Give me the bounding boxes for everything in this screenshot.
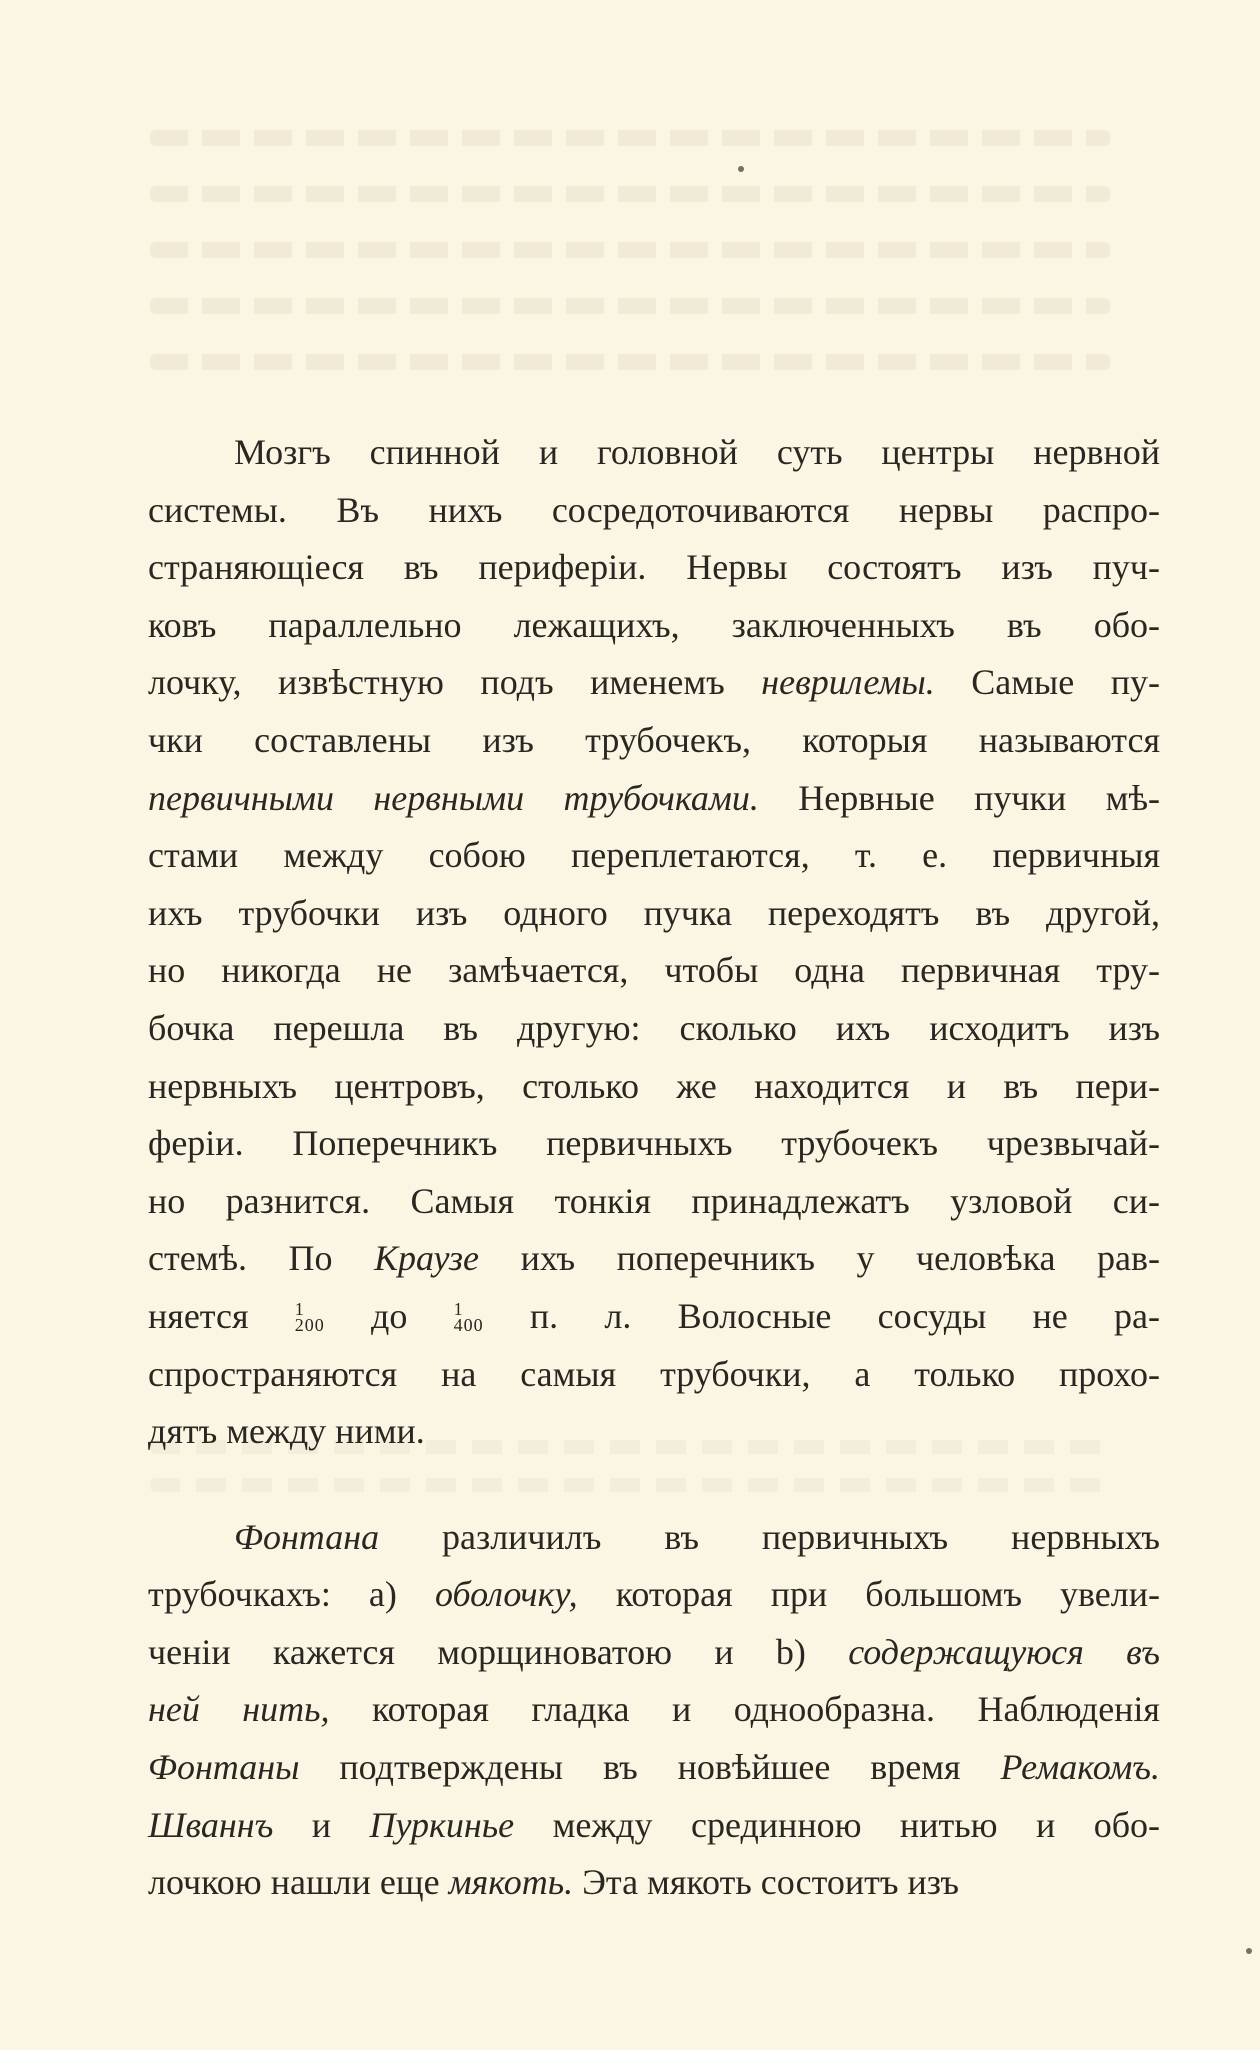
text-run: феріи. Поперечникъ первичныхъ трубочекъ чрезвычай- — [148, 1123, 1160, 1164]
bleed-line — [150, 242, 1110, 258]
text-line — [148, 424, 1160, 482]
text-line — [148, 1000, 1160, 1058]
text-line — [148, 1739, 1160, 1797]
text-line — [148, 942, 1160, 1000]
text-line — [148, 1058, 1160, 1116]
text-run: стемѣ. По — [148, 1238, 375, 1279]
italic-text: мякоть. — [448, 1862, 574, 1903]
text-run: Самые пу- — [934, 662, 1160, 703]
text-run: которая гладка и однообразна. Наблюденія — [329, 1689, 1160, 1730]
fraction-numerator: 1 — [294, 1298, 305, 1319]
text-run: страняющіеся въ периферіи. Нервы состоятъ изъ пуч- — [148, 547, 1160, 588]
text-run: подтверждены въ новѣйшее время — [299, 1747, 1001, 1788]
text-run: которая при большомъ увели- — [577, 1574, 1161, 1615]
text-run: лочкою нашли еще — [148, 1862, 449, 1903]
text-line — [148, 1346, 1160, 1404]
text-run: чки составлены изъ трубочекъ, которыя называются — [148, 719, 1160, 760]
fraction-denominator: 400 — [453, 1314, 484, 1335]
text-run: спространяются на самыя трубочки, а только прохо- — [148, 1353, 1160, 1394]
text-line — [148, 482, 1160, 540]
text-line — [148, 770, 1160, 828]
text-run: системы. Въ нихъ сосредоточиваются нервы распро- — [148, 489, 1160, 530]
text-line — [148, 1115, 1160, 1173]
text-run: ковъ параллельно лежащихъ, заключенныхъ въ обо- — [148, 604, 1160, 645]
text-run: дятъ между ними. — [148, 1411, 425, 1452]
text-line — [148, 712, 1160, 770]
text-run: но разнится. Самыя тонкія принадлежатъ узловой си- — [148, 1180, 1160, 1221]
fraction-denominator: 200 — [294, 1314, 325, 1335]
text-run: ченіи кажется морщиноватою и b) — [148, 1631, 849, 1672]
text-run: ихъ трубочки изъ одного пучка переходятъ въ другой, — [148, 892, 1160, 933]
italic-text: первичными нервными трубочками. — [148, 777, 759, 818]
paragraph — [148, 1509, 1160, 1912]
italic-text: Ремакомъ. — [1000, 1747, 1160, 1788]
text-run: ихъ поперечникъ у человѣка рав- — [479, 1238, 1161, 1279]
italic-text: ней нить, — [148, 1689, 330, 1730]
italic-text: содержащуюся въ — [848, 1631, 1160, 1672]
bleed-line — [150, 186, 1110, 202]
text-line — [148, 1566, 1160, 1624]
paper-speck — [1246, 1948, 1252, 1954]
text-run: Нервные пучки мѣ- — [758, 777, 1160, 818]
text-run: и — [273, 1804, 370, 1845]
text-line — [148, 885, 1160, 943]
fraction-numerator: 1 — [453, 1298, 464, 1319]
text-run: трубочкахъ: a) — [148, 1574, 435, 1615]
bleed-line — [150, 354, 1110, 370]
paragraph — [148, 424, 1160, 1461]
text-run: различилъ въ первичныхъ нервныхъ — [379, 1516, 1160, 1557]
italic-text: Фонтана — [234, 1516, 380, 1557]
italic-text: неврилемы. — [761, 662, 935, 703]
text-run: Эта мякоть состоитъ изъ — [573, 1862, 959, 1903]
italic-text: Пуркинье — [369, 1804, 515, 1845]
text-line — [148, 539, 1160, 597]
italic-text: оболочку, — [434, 1574, 578, 1615]
italic-text: Фонтаны — [148, 1747, 300, 1788]
text-run: до — [324, 1295, 454, 1336]
text-line — [148, 1797, 1160, 1855]
text-line — [148, 1403, 1160, 1461]
paper-speck — [738, 166, 744, 172]
text-line — [148, 827, 1160, 885]
text-line — [148, 1173, 1160, 1231]
text-line — [148, 1230, 1160, 1288]
bleed-line — [150, 130, 1110, 146]
fraction — [295, 1300, 325, 1334]
text-line — [148, 1681, 1160, 1739]
italic-text: Шваннъ — [148, 1804, 274, 1845]
text-run: няется — [148, 1295, 295, 1336]
text-line — [148, 654, 1160, 712]
text-run: бочка перешла въ другую: сколько ихъ исходитъ изъ — [148, 1007, 1160, 1048]
text-line — [148, 1509, 1160, 1567]
fraction — [454, 1300, 484, 1334]
text-run: но никогда не замѣчается, чтобы одна первичная тру- — [148, 950, 1160, 991]
text-line — [148, 1854, 1160, 1912]
bleed-through-text — [150, 130, 1110, 430]
text-run: нервныхъ центровъ, столько же находится и въ пери- — [148, 1065, 1160, 1106]
text-run: п. л. Волосные сосуды не ра- — [483, 1295, 1160, 1336]
text-line — [148, 597, 1160, 655]
text-run: Мозгъ спинной и головной суть центры нервной — [234, 432, 1160, 472]
text-line — [148, 1624, 1160, 1682]
text-run: между срединною нитью и обо- — [514, 1804, 1161, 1845]
page-text — [148, 424, 1160, 1912]
text-run: стами между собою переплетаются, т. е. первичныя — [148, 835, 1160, 876]
bleed-line — [150, 298, 1110, 314]
text-line — [148, 1288, 1160, 1346]
italic-text: Краузе — [374, 1238, 480, 1279]
text-run: лочку, извѣстную подъ именемъ — [148, 662, 762, 703]
